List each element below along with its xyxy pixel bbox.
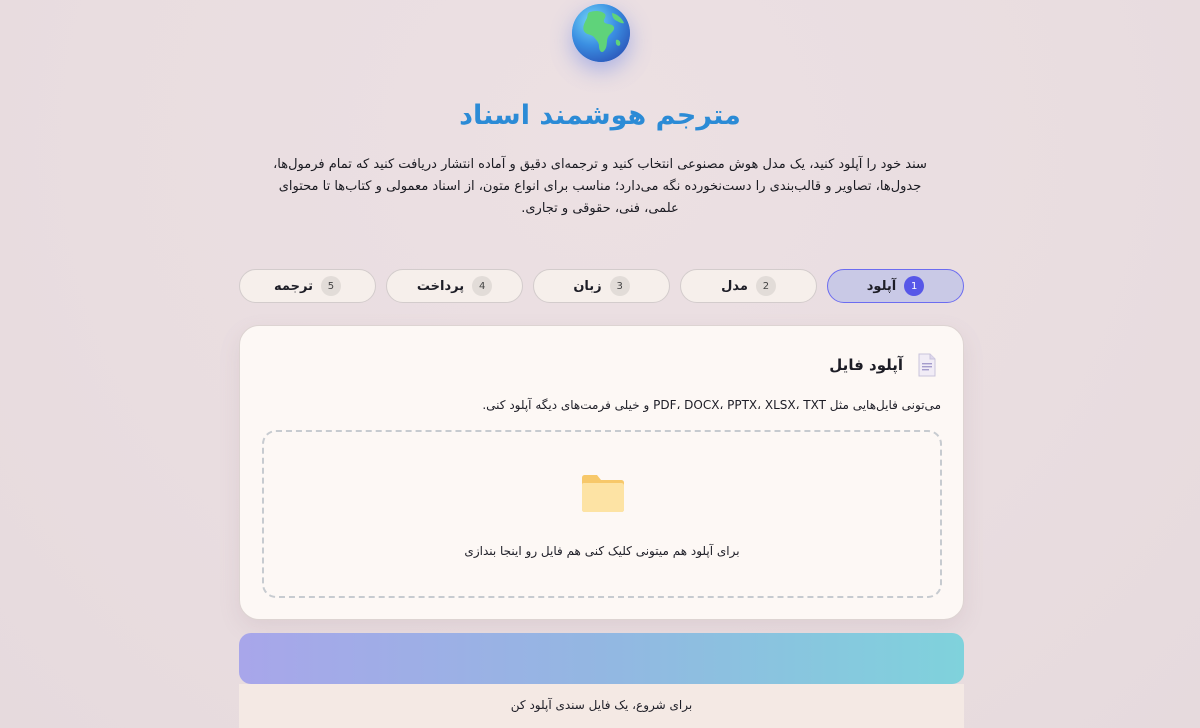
step-4[interactable] bbox=[386, 269, 523, 303]
upload-formats-hint: می‌تونی فایل‌هایی مثل PDF، DOCX، PPTX، XLSX، TXT و خیلی فرمت‌های دیگه آپلود کنی. bbox=[482, 398, 941, 412]
globe-icon bbox=[572, 4, 630, 62]
step-number: 2 bbox=[756, 276, 776, 296]
status-panel bbox=[239, 684, 964, 728]
status-text: برای شروع، یک فایل سندی آپلود کن bbox=[510, 698, 693, 712]
step-3[interactable] bbox=[533, 269, 670, 303]
step-label: مدل bbox=[721, 278, 748, 294]
step-label: پرداخت bbox=[416, 278, 465, 294]
step-number: 1 bbox=[904, 276, 924, 296]
upload-card bbox=[239, 325, 964, 620]
step-label: ترجمه bbox=[274, 278, 313, 294]
step-number: 4 bbox=[472, 276, 492, 296]
progress-banner bbox=[239, 633, 964, 684]
page-title: مترجم هوشمند اسناد bbox=[459, 100, 741, 131]
step-1[interactable] bbox=[827, 269, 964, 303]
document-icon bbox=[917, 353, 937, 377]
step-label: آپلود bbox=[866, 278, 897, 294]
dropzone-text: برای آپلود هم میتونی کلیک کنی هم فایل رو اینجا بندازی bbox=[464, 544, 740, 558]
file-dropzone[interactable] bbox=[262, 430, 942, 598]
step-number: 3 bbox=[610, 276, 630, 296]
step-number: 5 bbox=[321, 276, 341, 296]
page-description: سند خود را آپلود کنید، یک مدل هوش مصنوعی انتخاب کنید و ترجمه‌ای دقیق و آماده انتشار دریافت کنید که تمام فرمول‌ها، جدول‌ها، تصاویر و قالب‌بندی را دست‌نخورده نگه می‌دارد؛ مناسب برای انواع متون، از اسناد معمولی و کتاب‌ها تا محتوای علمی، فنی، حقوقی و تجاری. bbox=[273, 157, 927, 216]
step-label: زبان bbox=[573, 278, 602, 294]
step-5[interactable] bbox=[239, 269, 376, 303]
folder-icon bbox=[580, 472, 626, 514]
step-indicator bbox=[239, 269, 964, 303]
upload-card-title: آپلود فایل bbox=[829, 356, 903, 374]
step-2[interactable] bbox=[680, 269, 817, 303]
upload-card-header bbox=[829, 352, 937, 378]
